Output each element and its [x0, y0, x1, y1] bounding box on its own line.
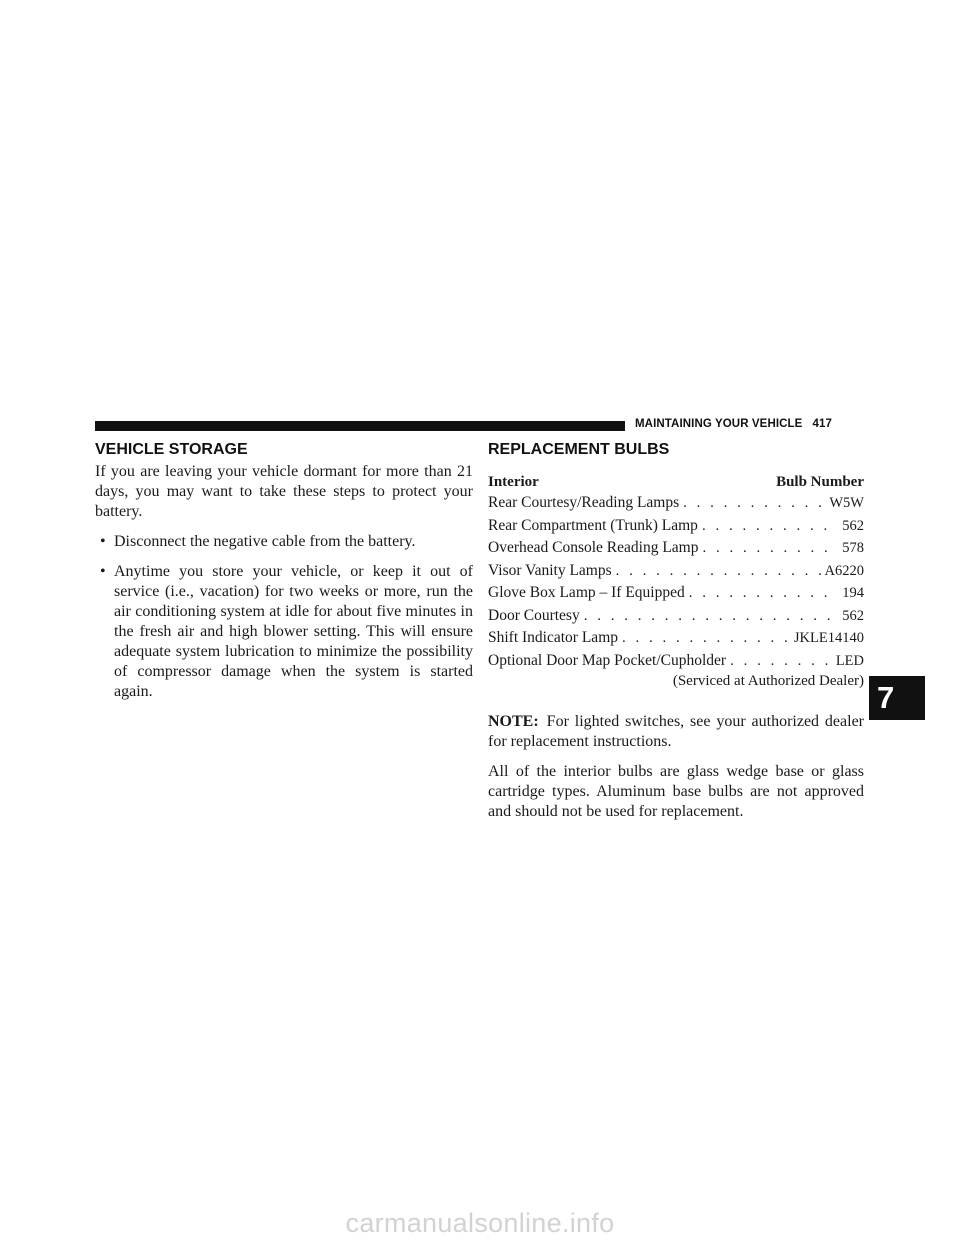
- table-row: [488, 582, 864, 605]
- bulb-location: Rear Courtesy/Reading Lamps: [488, 494, 680, 511]
- dot-leader: [689, 583, 839, 605]
- page-number: 417: [812, 418, 832, 430]
- running-header: [635, 418, 832, 430]
- bullet-icon: •: [100, 533, 106, 550]
- bulb-number: JKLE14140: [793, 630, 864, 646]
- bulb-table: [488, 492, 864, 672]
- note-text: For lighted switches, see your authorized dealer for replacement instructions.: [488, 713, 864, 750]
- table-row: [488, 515, 864, 538]
- table-row: [488, 627, 864, 650]
- table-row: [488, 537, 864, 560]
- bulb-location: Optional Door Map Pocket/Cupholder: [488, 651, 727, 669]
- vehicle-storage-heading: VEHICLE STORAGE: [95, 441, 248, 458]
- chapter-tab: 7: [869, 676, 925, 720]
- replacement-bulbs-heading: REPLACEMENT BULBS: [488, 441, 670, 458]
- bulb-location: Overhead Console Reading Lamp: [488, 539, 699, 556]
- bullet-icon: •: [100, 563, 106, 580]
- bulb-type-paragraph: All of the interior bulbs are glass wedge base or glass cartridge types. Aluminum base bulbs are not approved and should not be used for replacement.: [488, 763, 864, 820]
- dot-leader: [702, 538, 838, 560]
- vehicle-storage-section: [95, 462, 473, 702]
- bulb-number: 578: [842, 540, 864, 556]
- section-title: MAINTAINING YOUR VEHICLE: [635, 418, 803, 430]
- watermark: carmanualsonline.info: [345, 1208, 615, 1238]
- bulb-location: Glove Box Lamp – If Equipped: [488, 584, 685, 601]
- bulb-number: W5W: [829, 495, 864, 511]
- bulb-number: A6220: [824, 562, 864, 579]
- dot-leader: [683, 493, 825, 515]
- table-row: [488, 560, 864, 583]
- header-rule: [95, 421, 625, 431]
- bulb-number: 562: [842, 517, 864, 534]
- bulb-number: 562: [842, 607, 864, 624]
- storage-bullet-list: [95, 532, 473, 702]
- replacement-bulbs-section: [488, 472, 864, 822]
- dot-leader: [616, 561, 821, 583]
- dot-leader: [622, 628, 790, 650]
- bulb-table-header: [488, 472, 864, 492]
- note-label: NOTE:: [488, 713, 539, 730]
- bulb-number-column-header: Bulb Number: [776, 474, 864, 490]
- table-row: [488, 605, 864, 628]
- bulb-location: Rear Compartment (Trunk) Lamp: [488, 516, 698, 534]
- table-row: [488, 650, 864, 673]
- list-item: • Disconnect the negative cable from the battery.: [100, 533, 416, 550]
- bulb-number: 194: [842, 585, 864, 601]
- serviced-note: (Serviced at Authorized Dealer): [672, 673, 864, 689]
- storage-intro: If you are leaving your vehicle dormant for more than 21 days, you may want to take these steps to protect your battery.: [95, 463, 473, 520]
- dot-leader: [730, 651, 832, 673]
- table-row: [488, 492, 864, 515]
- interior-column-header: Interior: [488, 474, 539, 490]
- bulb-number: LED: [835, 652, 864, 669]
- bulb-location: Door Courtesy: [488, 606, 580, 624]
- dot-leader: [584, 606, 839, 628]
- bulb-location: Visor Vanity Lamps: [488, 561, 612, 579]
- bulb-location: Shift Indicator Lamp: [488, 629, 618, 646]
- list-item: • Anytime you store your vehicle, or keep it out of service (i.e., vacation) for two weeks or more, run the air conditioning system at idle for about five minutes in the fresh air and high blower setting. This will ensure adequate system lubrication to minimize the possibility of compressor damage when the system is started again.: [100, 563, 473, 700]
- dot-leader: [702, 516, 838, 538]
- note-paragraph: [488, 712, 864, 752]
